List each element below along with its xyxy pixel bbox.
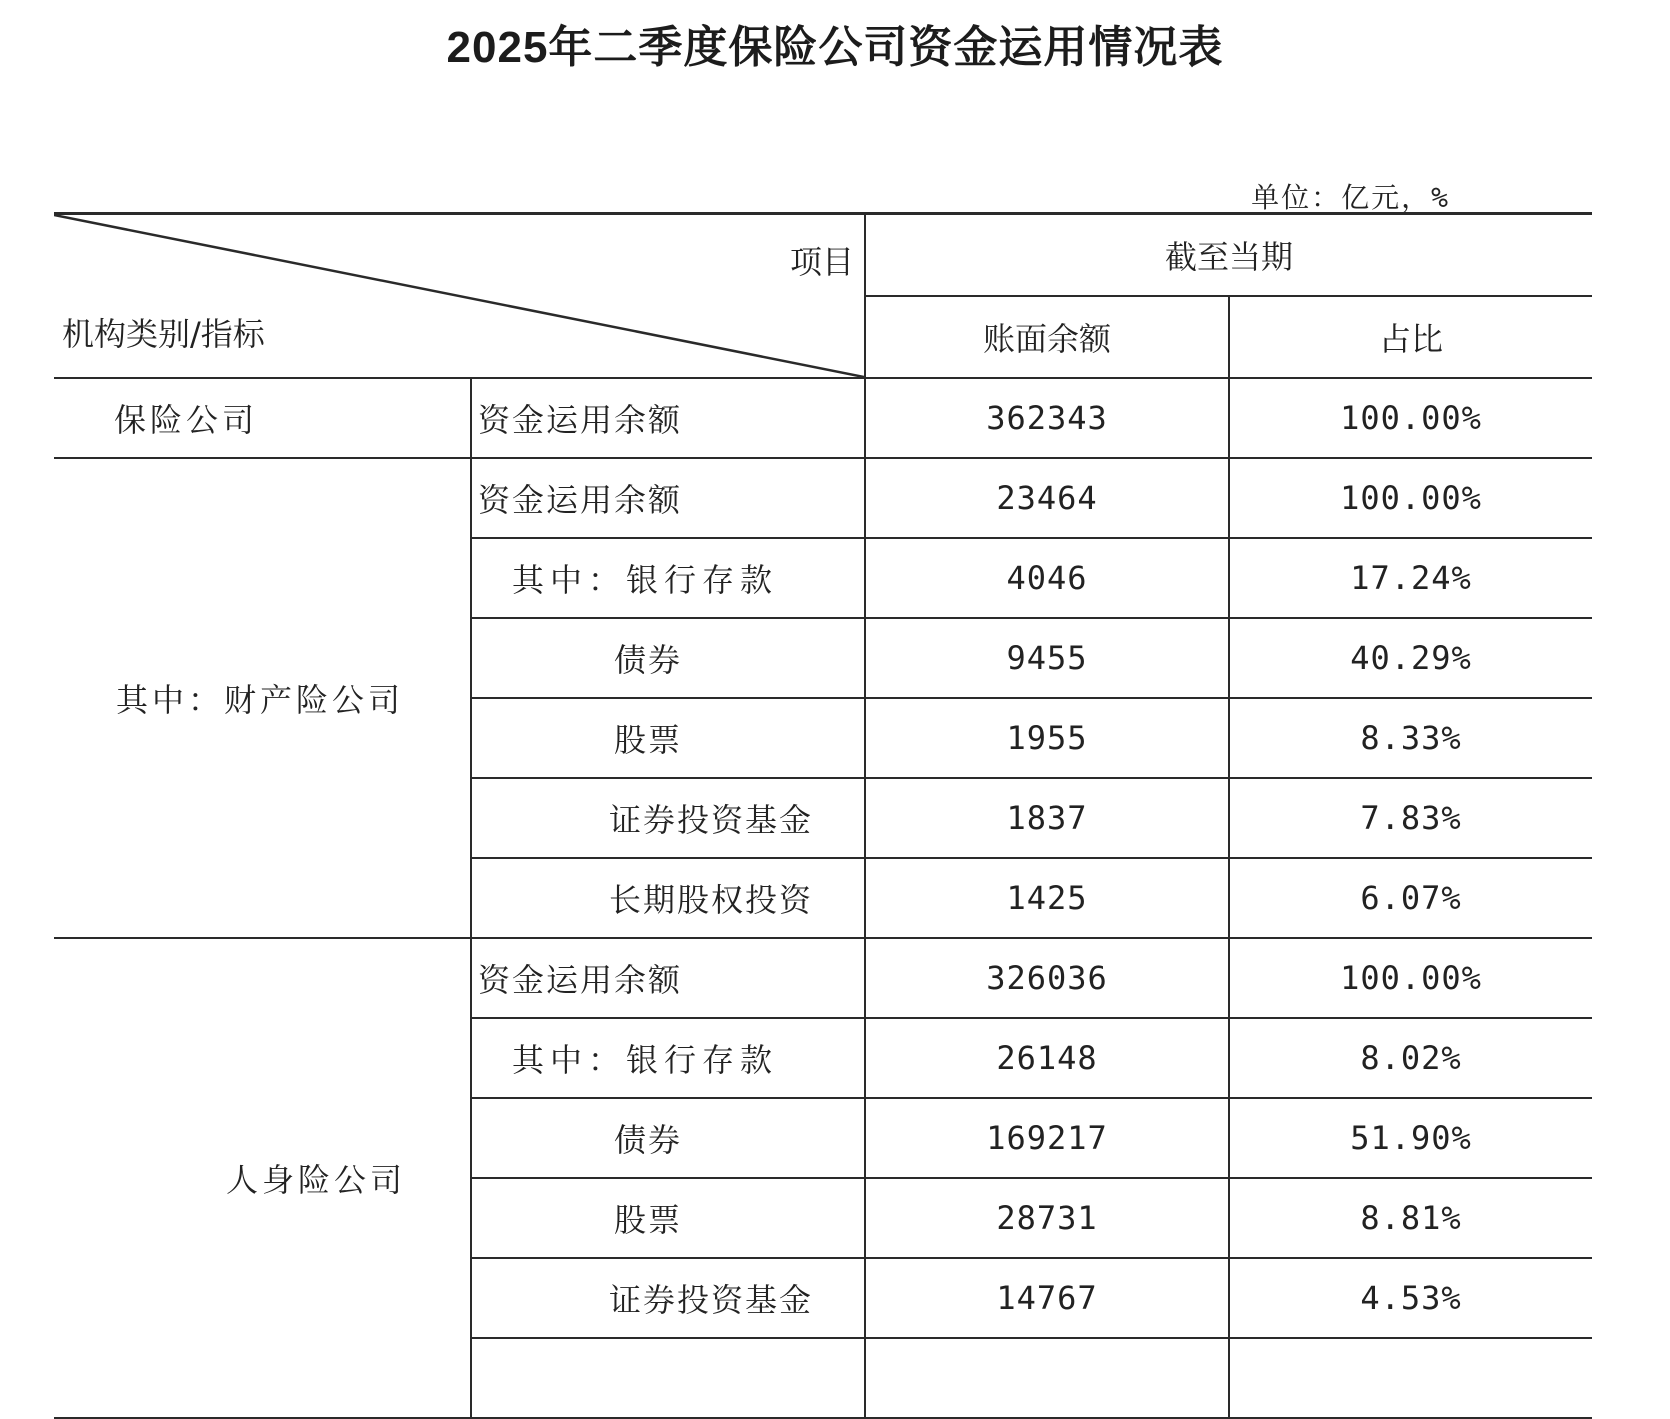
balance-cell: 4046 — [865, 538, 1229, 618]
share-cell: 7.83% — [1229, 778, 1592, 858]
indicator-cell: 股票 — [471, 1178, 865, 1258]
share-cell: 6.07% — [1229, 858, 1592, 938]
balance-cell: 28731 — [865, 1178, 1229, 1258]
unit-note: 单位：亿元，% — [1251, 181, 1450, 214]
indicator-cell: 长期股权投资 — [471, 858, 865, 938]
balance-cell: 169217 — [865, 1098, 1229, 1178]
share-cell: 100.00% — [1229, 938, 1592, 1018]
indicator-cell: 资金运用余额 — [471, 378, 865, 458]
header-row-top — [54, 214, 1592, 297]
balance-cell: 1425 — [865, 858, 1229, 938]
table-row — [54, 458, 1592, 538]
balance-cell: 9455 — [865, 618, 1229, 698]
header-share: 占比 — [1229, 296, 1592, 378]
indicator-cell: 证券投资基金 — [471, 778, 865, 858]
indicator-cell: 债券 — [471, 618, 865, 698]
indicator-cell: 资金运用余额 — [471, 458, 865, 538]
share-cell: 100.00% — [1229, 458, 1592, 538]
balance-cell — [865, 1338, 1229, 1418]
balance-cell: 23464 — [865, 458, 1229, 538]
balance-cell: 362343 — [865, 378, 1229, 458]
balance-cell: 1955 — [865, 698, 1229, 778]
share-cell: 4.53% — [1229, 1258, 1592, 1338]
indicator-cell: 其中：银行存款 — [471, 538, 865, 618]
header-balance: 账面余额 — [865, 296, 1229, 378]
share-cell: 8.81% — [1229, 1178, 1592, 1258]
share-cell: 17.24% — [1229, 538, 1592, 618]
share-cell: 100.00% — [1229, 378, 1592, 458]
report-table-container — [54, 140, 1592, 1338]
balance-cell: 1837 — [865, 778, 1229, 858]
table-row — [54, 938, 1592, 1018]
indicator-cell: 其中：银行存款 — [471, 1018, 865, 1098]
table-row — [54, 378, 1592, 458]
diagonal-header-cell — [54, 214, 865, 379]
indicator-cell: 债券 — [471, 1098, 865, 1178]
share-cell: 40.29% — [1229, 618, 1592, 698]
category-cell: 人身险公司 — [54, 938, 471, 1418]
header-period: 截至当期 — [865, 214, 1592, 297]
indicator-cell: 股票 — [471, 698, 865, 778]
header-item-label: 项目 — [789, 243, 854, 281]
balance-cell: 26148 — [865, 1018, 1229, 1098]
balance-cell: 14767 — [865, 1258, 1229, 1338]
category-cell: 保险公司 — [54, 378, 471, 458]
share-cell: 8.33% — [1229, 698, 1592, 778]
category-cell: 其中：财产险公司 — [54, 458, 471, 938]
insurance-fund-table — [54, 212, 1592, 1419]
share-cell: 51.90% — [1229, 1098, 1592, 1178]
balance-cell: 326036 — [865, 938, 1229, 1018]
page-title: 2025年二季度保险公司资金运用情况表 — [446, 23, 1224, 72]
share-cell — [1229, 1338, 1592, 1418]
indicator-cell: 资金运用余额 — [471, 938, 865, 1018]
header-institution-indicator-label: 机构类别/指标 — [62, 315, 265, 353]
indicator-cell — [471, 1338, 865, 1418]
share-cell: 8.02% — [1229, 1018, 1592, 1098]
indicator-cell: 证券投资基金 — [471, 1258, 865, 1338]
